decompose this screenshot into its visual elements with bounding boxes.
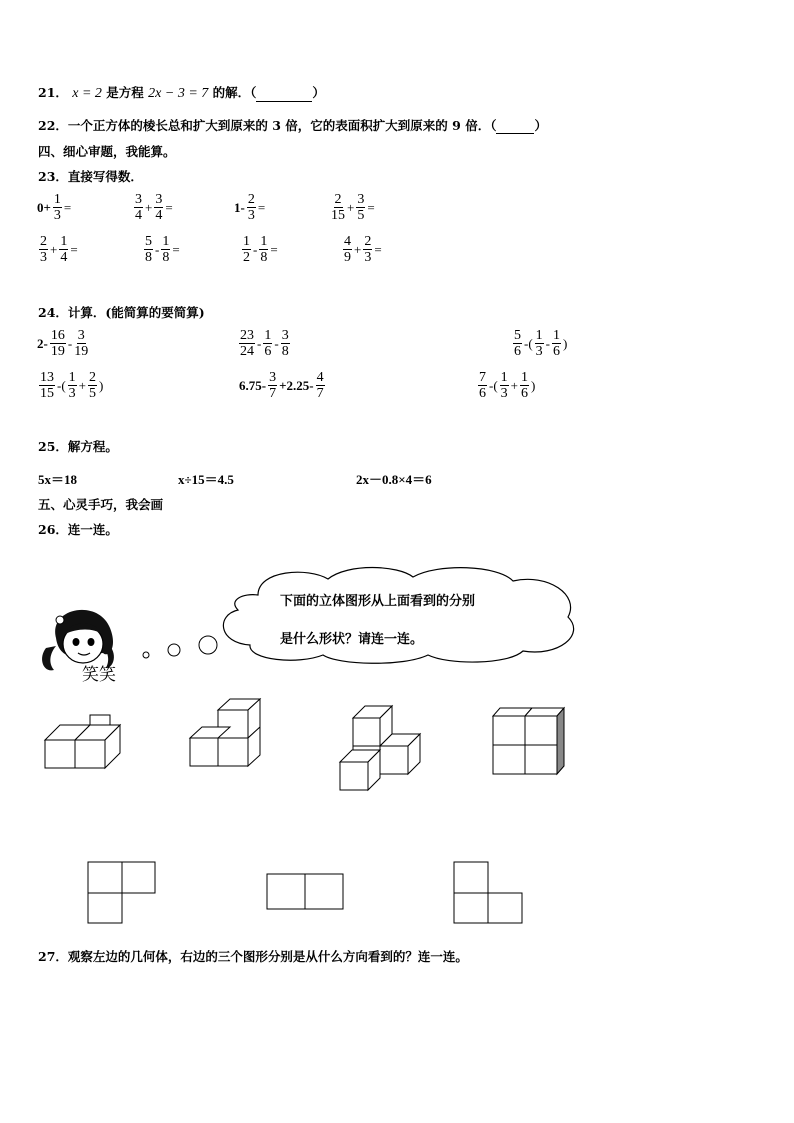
- operator: =: [367, 199, 375, 215]
- solid-1: [40, 710, 130, 772]
- fraction: [154, 192, 163, 223]
- denominator: 3: [40, 250, 47, 265]
- fraction: [263, 328, 272, 359]
- numerator: 16: [50, 328, 65, 343]
- question-22: [38, 116, 547, 134]
- denominator: 2: [243, 250, 250, 265]
- denominator: 4: [135, 208, 142, 223]
- fraction: [363, 234, 372, 265]
- operator: =: [374, 241, 382, 257]
- equation-1: 5x＝18: [38, 472, 78, 487]
- fraction: [343, 234, 352, 265]
- numerator: 4: [316, 370, 324, 385]
- operator: ): [99, 377, 104, 393]
- fraction: [74, 328, 88, 359]
- numerator: 2: [334, 192, 342, 207]
- math-expression: [143, 234, 181, 265]
- numerator: 2: [364, 234, 372, 249]
- denominator: 3: [535, 344, 543, 359]
- numerator: 1: [53, 192, 61, 207]
- numerator: 1: [553, 328, 561, 343]
- numerator: 3: [281, 328, 289, 343]
- denominator: 7: [269, 386, 277, 401]
- operator: -: [257, 335, 262, 351]
- denominator: 3: [364, 250, 372, 265]
- fraction: [259, 234, 268, 265]
- numerator: 1: [264, 328, 272, 343]
- fraction: [39, 370, 55, 401]
- question-number: 21．: [38, 85, 68, 100]
- question-25-title: 25．解方程。: [38, 439, 118, 454]
- fraction: [268, 370, 277, 401]
- operator: -: [67, 335, 73, 351]
- numerator: 1: [60, 234, 68, 249]
- answer-blank[interactable]: [256, 101, 312, 102]
- question-27-title: 27．观察左边的几何体，右边的三个图形分别是从什么方向看到的？连一连。: [38, 949, 468, 964]
- solid-3: [338, 703, 428, 795]
- question-26-title: 26．连一连。: [38, 522, 118, 537]
- question-text: 22．一个正方体的棱长总和扩大到原来的 3 倍，它的表面积扩大到原来的 9 倍．（: [38, 118, 497, 133]
- fraction: [520, 370, 529, 401]
- math-expression: [233, 192, 266, 223]
- numerator: 4: [344, 234, 351, 249]
- thought-bubbles: [140, 630, 220, 660]
- section-4-heading: 四、细心审题，我能算。: [38, 144, 176, 159]
- numerator: 7: [479, 370, 486, 385]
- operator: -: [545, 335, 551, 351]
- operator: +: [78, 377, 87, 393]
- question-23-title: 23．直接写得数．: [38, 169, 143, 184]
- math-expression: [36, 328, 89, 359]
- fraction: [239, 328, 255, 359]
- operator: -: [274, 335, 279, 351]
- math-expression: [38, 370, 104, 401]
- fraction: [59, 234, 68, 265]
- denominator: 4: [155, 208, 163, 223]
- equation-2: x÷15＝4.5: [178, 472, 234, 487]
- math-expression: [36, 192, 72, 223]
- math-expression: [133, 192, 174, 223]
- equation-3: 2x－0.8×4＝6: [356, 472, 432, 487]
- denominator: 6: [553, 344, 561, 359]
- denominator: 3: [247, 208, 255, 223]
- denominator: 6: [479, 386, 486, 401]
- operator: +: [347, 199, 355, 215]
- numerator: 3: [269, 370, 277, 385]
- top-view-2: [265, 872, 347, 912]
- denominator: 3: [68, 386, 76, 401]
- numerator: 1: [68, 370, 76, 385]
- fraction: [500, 370, 509, 401]
- text: ）: [534, 118, 547, 133]
- operator: +: [354, 241, 362, 257]
- denominator: 5: [89, 386, 97, 401]
- numerator: 1: [521, 370, 529, 385]
- fraction: [144, 234, 153, 265]
- fraction: [535, 328, 544, 359]
- operator: 2-: [37, 335, 48, 351]
- operator: -(: [57, 377, 66, 393]
- numerator: 5: [145, 234, 152, 249]
- numerator: 1: [500, 370, 508, 385]
- numerator: 2: [89, 370, 97, 385]
- question-24-title: 24．计算．(能简算的要简算): [38, 305, 205, 320]
- denominator: 8: [162, 250, 170, 265]
- denominator: 3: [53, 208, 61, 223]
- denominator: 8: [281, 344, 289, 359]
- denominator: 6: [514, 344, 521, 359]
- numerator: 1: [260, 234, 268, 249]
- fraction: [478, 370, 487, 401]
- operator: -: [253, 241, 258, 257]
- cloud-text-line-1: 下面的立体图形从上面看到的分别: [280, 594, 476, 609]
- speech-cloud: [218, 565, 583, 665]
- text: ）: [312, 85, 325, 100]
- denominator: 7: [316, 386, 324, 401]
- math-expression: [238, 328, 291, 359]
- operator: =: [70, 241, 78, 257]
- denominator: 3: [500, 386, 508, 401]
- denominator: 6: [521, 386, 529, 401]
- cloud-text-line-2: 是什么形状？请连一连。: [280, 632, 424, 647]
- operator: -: [155, 241, 160, 257]
- numerator: 3: [155, 192, 163, 207]
- denominator: 8: [145, 250, 152, 265]
- operator: -(: [489, 377, 498, 393]
- operator: ): [531, 377, 536, 393]
- operator: =: [172, 241, 180, 257]
- top-view-1: [86, 860, 158, 926]
- text: 是方程: [101, 85, 149, 100]
- denominator: 9: [344, 250, 351, 265]
- fraction: [88, 370, 97, 401]
- operator: 6.75-: [239, 377, 267, 393]
- answer-blank[interactable]: [496, 133, 534, 134]
- fraction: [134, 192, 143, 223]
- math-expression: [342, 234, 383, 265]
- operator: =: [270, 241, 278, 257]
- math-expression: [241, 234, 279, 265]
- operator: +: [145, 199, 153, 215]
- math-expression: [330, 192, 376, 223]
- denominator: 19: [50, 344, 65, 359]
- denominator: 15: [331, 208, 345, 223]
- operator: =: [257, 199, 266, 215]
- math-expression: [38, 234, 79, 265]
- equation: 2x − 3 = 7: [148, 86, 209, 101]
- fraction: [331, 192, 345, 223]
- question-21: [38, 83, 325, 102]
- operator: +: [50, 241, 58, 257]
- math-expression: [238, 370, 326, 401]
- numerator: 3: [357, 192, 365, 207]
- numerator: 5: [514, 328, 521, 343]
- fraction: [39, 234, 48, 265]
- girl-name-label: 笑笑: [82, 665, 116, 685]
- denominator: 5: [357, 208, 365, 223]
- numerator: 2: [247, 192, 255, 207]
- fraction: [161, 234, 170, 265]
- denominator: 19: [74, 344, 89, 359]
- operator: 1-: [234, 199, 245, 215]
- section-5-heading: 五、心灵手巧，我会画: [38, 497, 164, 512]
- numerator: 23: [240, 328, 254, 343]
- denominator: 6: [264, 344, 272, 359]
- fraction: [68, 370, 77, 401]
- denominator: 8: [260, 250, 268, 265]
- solid-2: [188, 695, 268, 770]
- fraction: [356, 192, 365, 223]
- fraction: [316, 370, 325, 401]
- equation-x: x = 2: [72, 86, 102, 101]
- solid-4: [490, 704, 572, 776]
- denominator: 4: [60, 250, 68, 265]
- operator: -(: [524, 335, 533, 351]
- math-expression: [512, 328, 568, 359]
- fraction: [242, 234, 251, 265]
- numerator: 1: [243, 234, 250, 249]
- math-expression: [477, 370, 536, 401]
- fraction: [552, 328, 561, 359]
- denominator: 15: [40, 386, 54, 401]
- operator: =: [165, 199, 173, 215]
- operator: +2.25-: [279, 377, 314, 393]
- fraction: [513, 328, 522, 359]
- numerator: 13: [40, 370, 54, 385]
- text: 的解．（: [208, 85, 257, 100]
- operator: +: [510, 377, 519, 393]
- numerator: 3: [77, 328, 85, 343]
- fraction: [50, 328, 66, 359]
- fraction: [53, 192, 62, 223]
- numerator: 1: [535, 328, 543, 343]
- fraction: [281, 328, 290, 359]
- denominator: 24: [240, 344, 254, 359]
- operator: ): [563, 335, 568, 351]
- fraction: [247, 192, 256, 223]
- operator: 0+: [37, 199, 51, 215]
- numerator: 3: [135, 192, 142, 207]
- numerator: 1: [162, 234, 170, 249]
- top-view-3: [452, 860, 526, 926]
- numerator: 2: [40, 234, 47, 249]
- operator: =: [63, 199, 72, 215]
